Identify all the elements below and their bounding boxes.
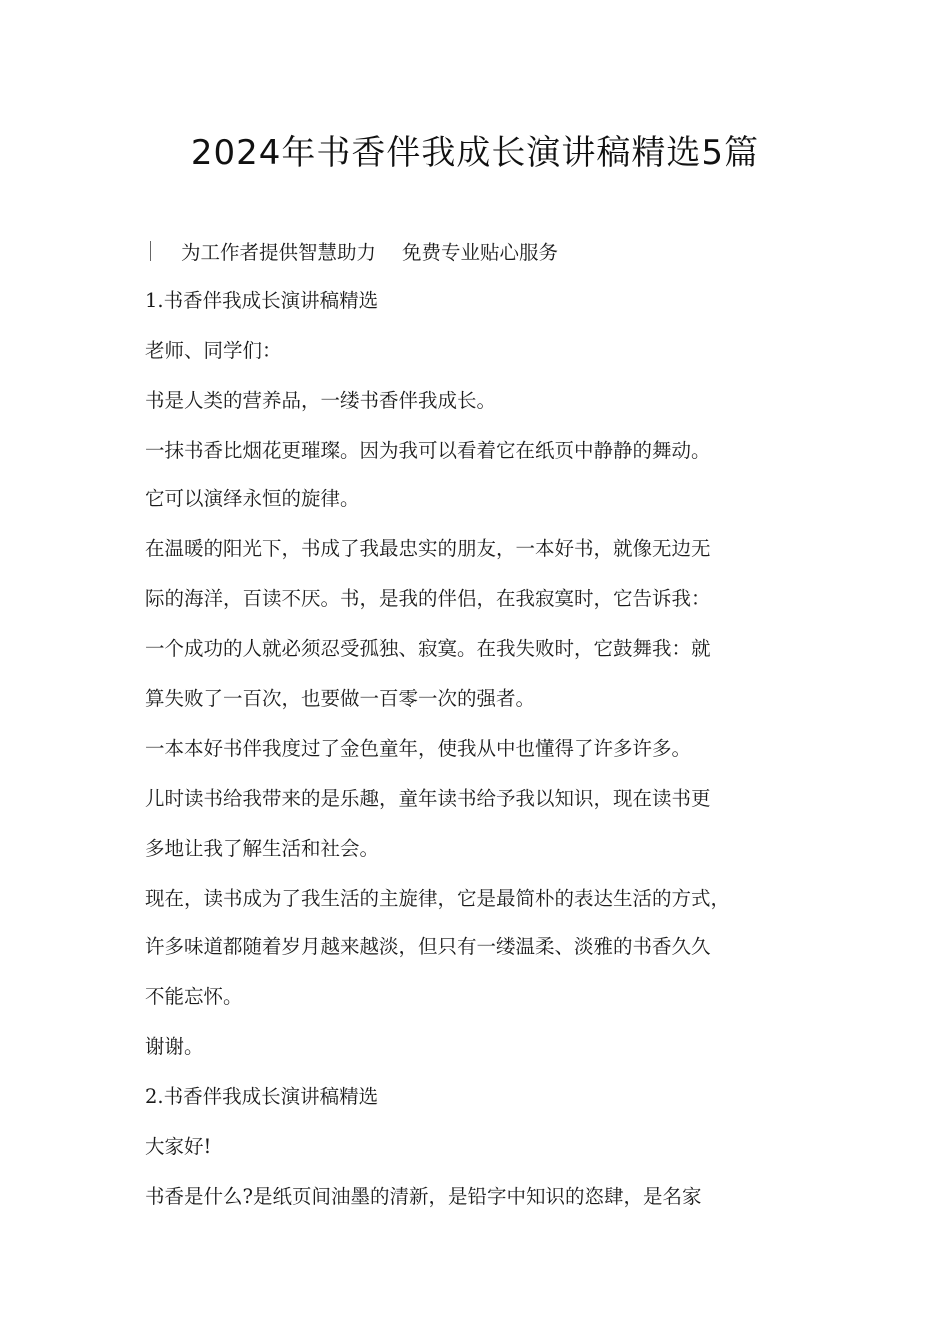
body-line: 谢谢。	[145, 1035, 204, 1058]
tagline-left: 为工作者提供智慧助力	[181, 241, 377, 264]
body-line: 一抹书香比烟花更璀璨。因为我可以看着它在纸页中静静的舞动。	[145, 439, 711, 462]
section-heading-1: 1.书香伴我成长演讲稿精选	[145, 289, 379, 312]
body-line: 算失败了一百次，也要做一百零一次的强者。	[145, 687, 536, 710]
body-line: 现在，读书成为了我生活的主旋律，它是最简朴的表达生活的方式，	[145, 887, 731, 910]
tagline-right: 免费专业贴心服务	[402, 241, 559, 264]
body-line: 在温暖的阳光下，书成了我最忠实的朋友，一本好书，就像无边无	[145, 537, 711, 560]
body-line: 儿时读书给我带来的是乐趣，童年读书给予我以知识，现在读书更	[145, 787, 711, 810]
body-line: 际的海洋，百读不厌。书，是我的伴侣，在我寂寞时，它告诉我：	[145, 587, 711, 610]
body-line: 不能忘怀。	[145, 985, 243, 1008]
body-line: 一个成功的人就必须忍受孤独、寂寞。在我失败时，它鼓舞我：就	[145, 637, 711, 660]
body-line: 一本本好书伴我度过了金色童年，使我从中也懂得了许多许多。	[145, 737, 692, 760]
section-heading-2: 2.书香伴我成长演讲稿精选	[145, 1085, 379, 1108]
body-line: 许多味道都随着岁月越来越淡，但只有一缕温柔、淡雅的书香久久	[145, 935, 711, 958]
body-line: 书香是什么?是纸页间油墨的清新，是铅字中知识的恣肆，是名家	[145, 1185, 702, 1208]
body-line: 老师、同学们：	[145, 339, 282, 362]
body-line: 书是人类的营养品，一缕书香伴我成长。	[145, 389, 497, 412]
body-line: 多地让我了解生活和社会。	[145, 837, 380, 860]
tagline-divider	[150, 241, 151, 261]
body-line: 它可以演绎永恒的旋律。	[145, 487, 360, 510]
body-line: 大家好!	[145, 1135, 212, 1158]
document-title: 2024年书香伴我成长演讲稿精选5篇	[190, 133, 760, 173]
tagline	[150, 236, 558, 266]
